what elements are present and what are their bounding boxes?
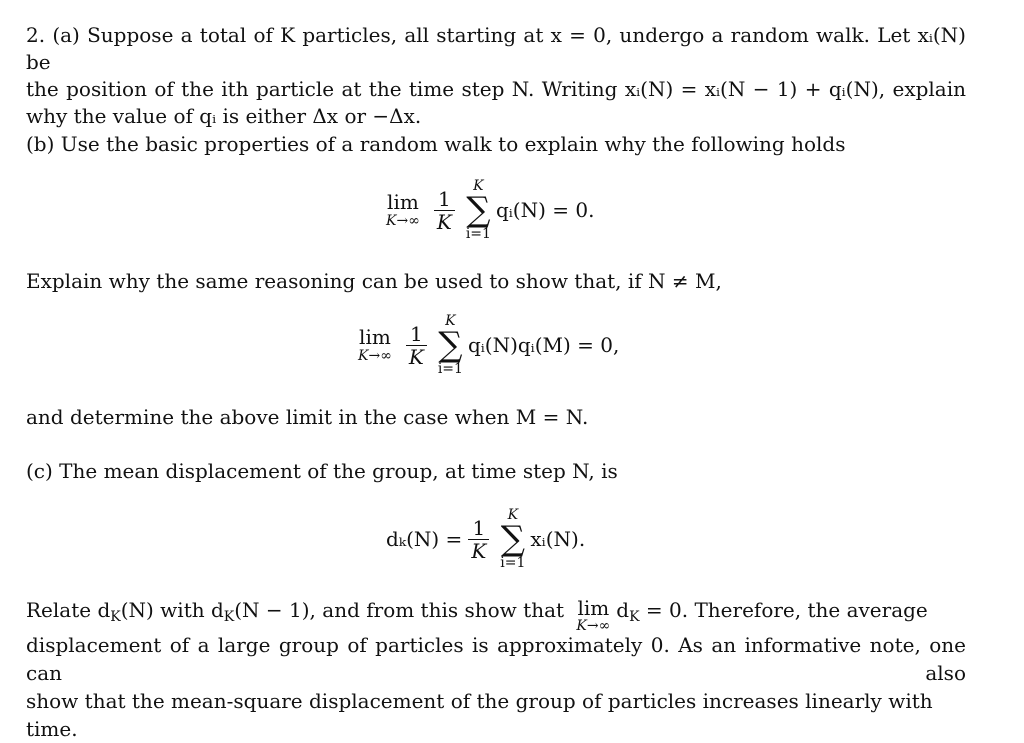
equation-2 bbox=[358, 313, 619, 377]
sigma-symbol: ∑ bbox=[438, 325, 463, 365]
equation-3-body: xᵢ(N). bbox=[530, 527, 586, 551]
summation: K ∑ i=1 bbox=[500, 507, 526, 571]
part-c-relate bbox=[26, 597, 966, 743]
part-c-line-2: displacement of a large group of particles is approximately 0. As an informative note, one can also bbox=[26, 633, 966, 685]
part-b-intro: (b) Use the basic properties of a random walk to explain why the following holds bbox=[26, 132, 846, 156]
limit-operator: lim K→∞ bbox=[386, 190, 420, 229]
equation-1-body: qᵢ(N) = 0. bbox=[495, 198, 595, 222]
part-a-line-1: 2. (a) Suppose a total of K particles, all starting at x = 0, undergo a random walk. Let xᵢ(N) be bbox=[26, 23, 966, 74]
part-c-line-3: show that the mean-square displacement of the group of particles increases linearly with time. bbox=[26, 689, 933, 741]
part-b-explain: Explain why the same reasoning can be used to show that, if N ≠ M, bbox=[26, 269, 722, 293]
fraction: $\frac{1}{K}$ bbox=[468, 517, 489, 562]
part-c-line-1: Relate $d_K(N)$ with $d_K(N - 1)$, and from this show that lim K→∞ $d_K = 0$. Therefore, the average bbox=[26, 596, 928, 634]
fraction: $\frac{1}{K}$ bbox=[406, 323, 427, 368]
summation: K ∑ i=1 bbox=[465, 178, 491, 242]
limit-operator: lim K→∞ bbox=[358, 325, 392, 364]
part-a-line-2: the position of the ith particle at the time step N. Writing xᵢ(N) = xᵢ(N − 1) + qᵢ(N), explain bbox=[26, 77, 966, 101]
part-a bbox=[26, 22, 966, 130]
equation-2-body: qᵢ(N)qᵢ(M) = 0, bbox=[467, 333, 620, 357]
part-a-line-3: why the value of qᵢ is either Δx or −Δx. bbox=[26, 104, 422, 128]
equation-3 bbox=[386, 507, 585, 571]
sigma-symbol: ∑ bbox=[500, 519, 525, 559]
sigma-symbol: ∑ bbox=[466, 190, 491, 230]
fraction: $\frac{1}{K}$ bbox=[434, 188, 455, 233]
part-b-determine: and determine the above limit in the case when M = N. bbox=[26, 405, 589, 429]
equation-1 bbox=[386, 178, 594, 242]
equation-3-lhs: dₖ(N) = bbox=[386, 527, 463, 551]
summation: K ∑ i=1 bbox=[437, 313, 463, 377]
part-c-intro: (c) The mean displacement of the group, at time step N, is bbox=[26, 459, 618, 483]
inline-limit: lim K→∞ bbox=[576, 596, 611, 634]
